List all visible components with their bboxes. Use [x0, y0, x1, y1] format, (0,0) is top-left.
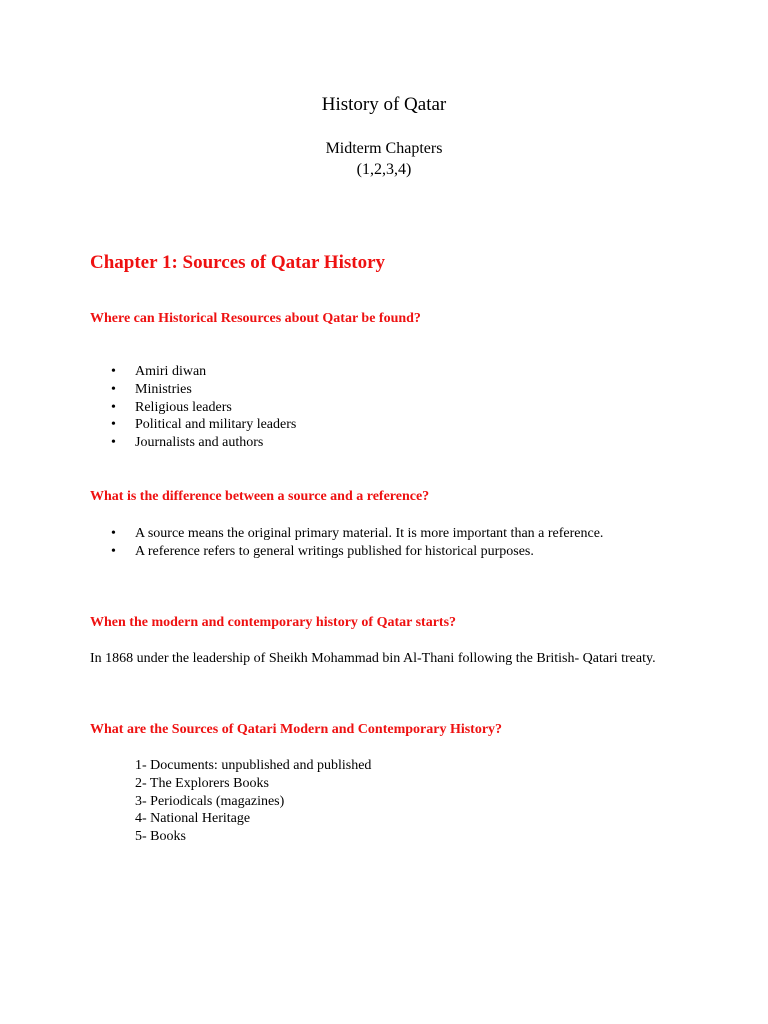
list-item-text: Political and military leaders: [135, 417, 297, 433]
section-question-4: What are the Sources of Qatari Modern and Contemporary History?: [90, 722, 503, 737]
bullet-glyph: •: [111, 526, 116, 541]
bullet-list-1: [90, 363, 296, 452]
list-item-text: A source means the original primary material. It is more important than a reference.: [135, 526, 604, 541]
subtitle-line-2: (1,2,3,4): [356, 161, 412, 178]
list-item: [90, 381, 296, 399]
list-item-text: Journalists and authors: [135, 435, 264, 451]
list-item-text: Amiri diwan: [135, 364, 207, 379]
section-question-2: What is the difference between a source and a reference?: [90, 489, 430, 504]
bullet-glyph: •: [111, 364, 116, 379]
list-item: 3- Periodicals (magazines): [135, 793, 285, 809]
list-item-text: Religious leaders: [135, 399, 232, 415]
chapter-heading: Chapter 1: Sources of Qatar History: [90, 252, 386, 273]
subtitle-line-1: Midterm Chapters: [325, 140, 443, 157]
document-subtitle: [0, 138, 768, 180]
answer-paragraph: In 1868 under the leadership of Sheikh Mohammad bin Al-Thani following the British- Qatari treaty.: [90, 651, 656, 666]
bullet-glyph: •: [111, 381, 116, 397]
bullet-glyph: •: [111, 417, 116, 433]
bullet-glyph: •: [111, 435, 116, 451]
list-item: 1- Documents: unpublished and published: [135, 758, 372, 773]
list-item: [90, 363, 296, 381]
document-title: History of Qatar: [321, 94, 447, 115]
section-question-1: Where can Historical Resources about Qatar be found?: [90, 311, 421, 326]
list-item: [90, 525, 603, 543]
list-item: [90, 399, 296, 417]
list-item-text: A reference refers to general writings published for historical purposes.: [135, 543, 534, 559]
bullet-glyph: •: [111, 399, 116, 415]
list-item: 4- National Heritage: [135, 811, 251, 827]
bullet-list-2: [90, 525, 603, 561]
list-item-text: Ministries: [135, 381, 192, 397]
list-item: 2- The Explorers Books: [135, 775, 269, 791]
list-item: [90, 434, 296, 452]
list-item: 5- Books: [135, 829, 186, 845]
list-item: [90, 416, 296, 434]
list-item: [90, 543, 603, 561]
section-question-3: When the modern and contemporary history of Qatar starts?: [90, 615, 457, 630]
numbered-list: [135, 757, 371, 846]
bullet-glyph: •: [111, 543, 116, 559]
